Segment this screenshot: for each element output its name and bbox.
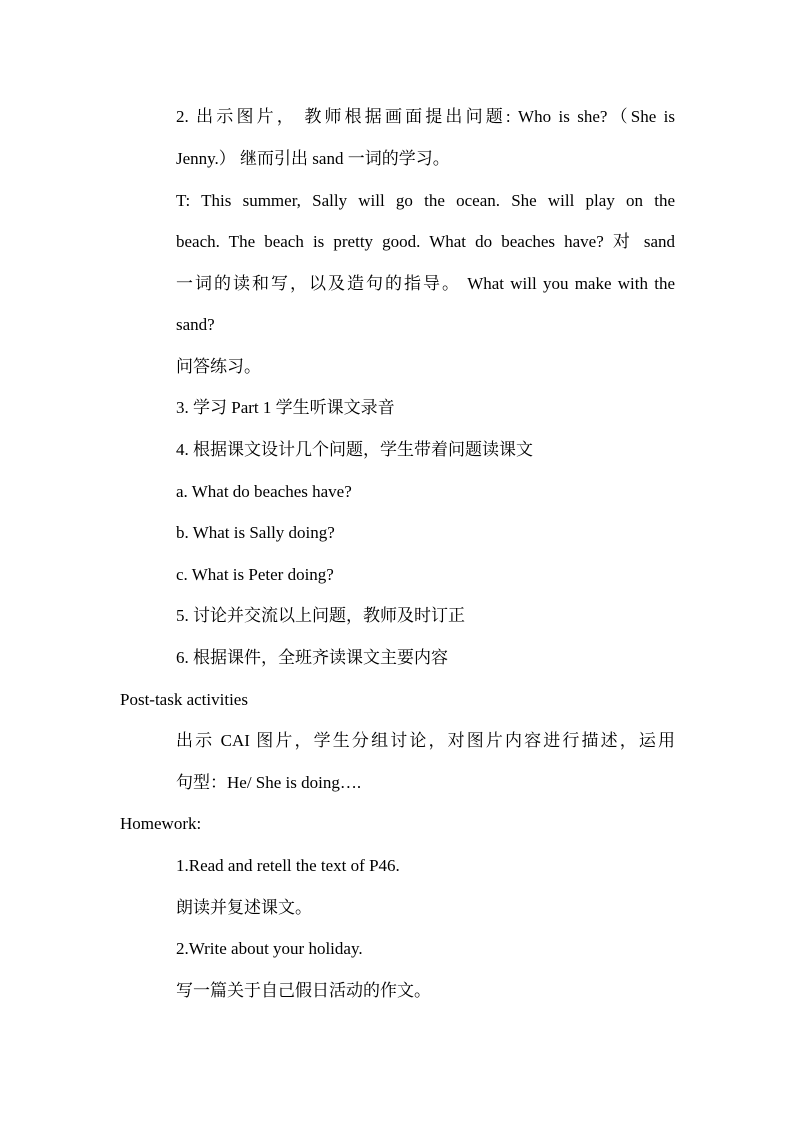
paragraph-line-3: T: This summer, Sally will go the ocean. She will play on the <box>176 191 675 210</box>
section-heading-homework: Homework: <box>120 814 202 833</box>
paragraph-line-7: 问答练习。 <box>176 357 261 376</box>
homework-item-1: 1.Read and retell the text of P46. <box>176 856 400 875</box>
homework-item-1-translation: 朗读并复述课文。 <box>176 898 312 917</box>
post-task-line-1: 出示 CAI 图片，学生分组讨论，对图片内容进行描述，运用 <box>176 731 675 750</box>
question-a: a. What do beaches have? <box>176 482 352 501</box>
step-3-line: 3. 学习 Part 1 学生听课文录音 <box>176 398 395 417</box>
paragraph-line-2: Jenny.） 继而引出 sand 一词的学习。 <box>176 149 450 168</box>
post-task-line-2: 句型：He/ She is doing…. <box>176 773 362 792</box>
step-5-line: 5. 讨论并交流以上问题，教师及时订正 <box>176 606 465 625</box>
paragraph-line-1: 2. 出示图片， 教师根据画面提出问题: Who is she?（She is <box>176 107 675 126</box>
question-b: b. What is Sally doing? <box>176 523 335 542</box>
paragraph-line-5: 一词的读和写，以及造句的指导。 What will you make with the <box>176 274 675 293</box>
homework-item-2-translation: 写一篇关于自己假日活动的作文。 <box>176 981 431 1000</box>
step-4-line: 4. 根据课文设计几个问题，学生带着问题读课文 <box>176 440 533 459</box>
question-c: c. What is Peter doing? <box>176 565 334 584</box>
step-6-line: 6. 根据课件，全班齐读课文主要内容 <box>176 648 448 667</box>
homework-item-2: 2.Write about your holiday. <box>176 939 363 958</box>
paragraph-line-4: beach. The beach is pretty good. What do beaches have? 对 sand <box>176 232 675 251</box>
paragraph-line-6: sand? <box>176 315 215 334</box>
section-heading-post-task: Post-task activities <box>120 690 248 709</box>
